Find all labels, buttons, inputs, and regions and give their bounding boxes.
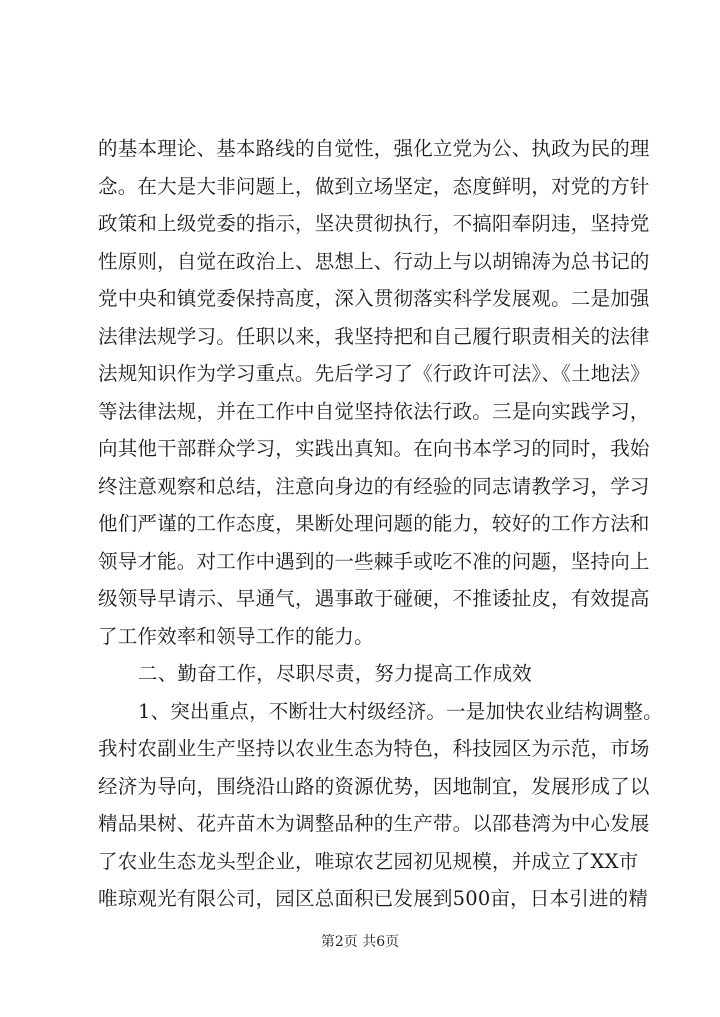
page-footer: 第2页 共6页 [320,934,400,950]
text-line: 经济为导向，围绕沿山路的资源优势，因地制宜，发展形成了以 [98,774,650,798]
body-text [98,130,663,918]
text-line: 念。在大是大非问题上，做到立场坚定，态度鲜明，对党的方针 [98,174,650,198]
text-line: 我村农副业生产坚持以农业生态为特色，科技园区为示范，市场 [98,737,650,760]
text-line: 性原则，自觉在政治上、思想上、行动上与以胡锦涛为总书记的 [98,249,650,273]
text-line: 法规知识作为学习重点。先后学习了《行政许可法》、《土地法》 [98,362,650,385]
text-line: 向其他干部群众学习，实践出真知。在向书本学习的同时，我始 [98,437,650,460]
text-line: 等法律法规，并在工作中自觉坚持依法行政。三是向实践学习， [98,399,650,423]
text-line: 了工作效率和领导工作的能力。 [98,624,374,648]
text-line: 了农业生态龙头型企业，唯琼农艺园初见规模，并成立了XX市 [98,849,639,873]
text-line: 政策和上级党委的指示，坚决贯彻执行，不搞阳奉阴违，坚持党 [98,212,650,235]
text-line: 法律法规学习。任职以来，我坚持把和自己履行职责相关的法律 [98,324,650,348]
text-line: 二、勤奋工作，尽职尽责，努力提高工作成效 [138,662,533,685]
text-line: 他们严谨的工作态度，果断处理问题的能力，较好的工作方法和 [98,512,650,535]
text-line: 领导才能。对工作中遇到的一些棘手或吃不准的问题，坚持向上 [98,549,650,573]
text-line: 唯琼观光有限公司，园区总面积已发展到500亩，日本引进的精 [98,887,649,910]
text-line: 1、突出重点，不断壮大村级经济。一是加快农业结构调整。 [138,699,663,723]
text-line: 党中央和镇党委保持高度，深入贯彻落实科学发展观。二是加强 [98,287,650,310]
text-line: 的基本理论、基本路线的自觉性，强化立党为公、执政为民的理 [98,137,650,160]
text-line: 终注意观察和总结，注意向身边的有经验的同志请教学习，学习 [98,474,650,498]
text-line: 级领导早请示、早通气，遇事敢于碰硬，不推诿扯皮，有效提高 [98,587,650,610]
text-line: 精品果树、花卉苗木为调整品种的生产带。以邵巷湾为中心发展 [98,812,650,835]
